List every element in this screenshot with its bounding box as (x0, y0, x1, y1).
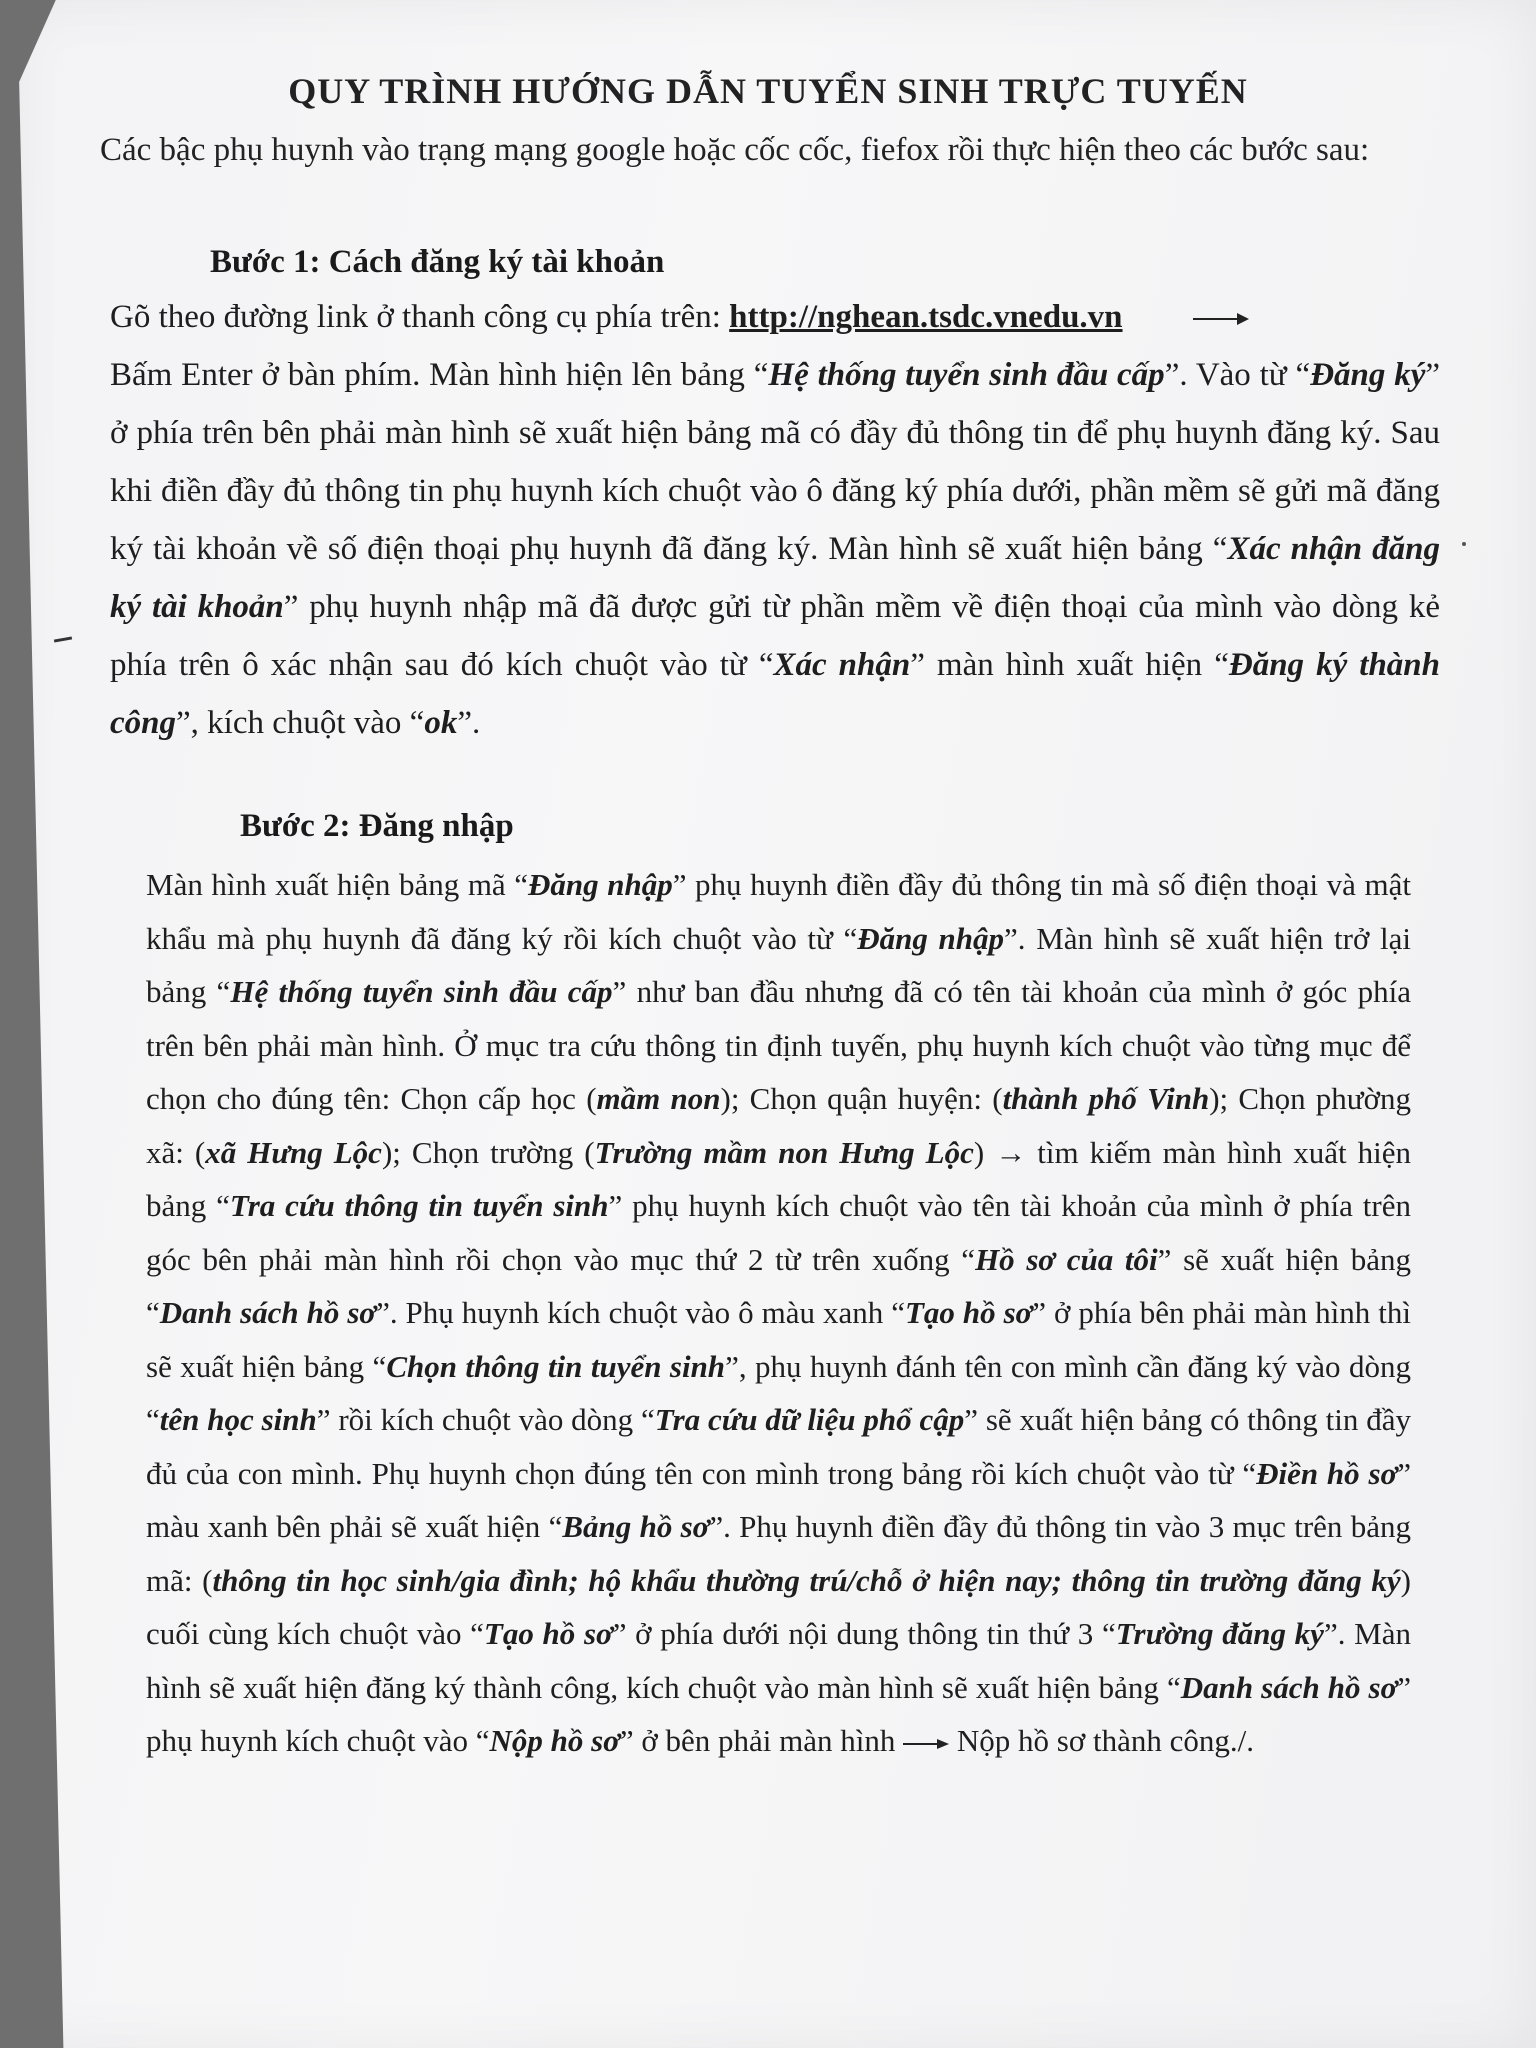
emphasis-text: Đăng nhập (857, 920, 1005, 956)
emphasis-text: thành phố Vinh (1002, 1081, 1210, 1116)
pen-dot (1462, 542, 1466, 546)
emphasis-text: Tạo hồ sơ (483, 1616, 613, 1651)
step2-text: ” phụ huynh kích chuột vào “ (146, 1669, 1411, 1758)
emphasis-text: mầm non (596, 1081, 721, 1116)
step2-text: Nộp hồ sơ thành công./. (949, 1723, 1254, 1758)
emphasis-text: Đăng ký thành công (110, 647, 1441, 741)
step2-text: Màn hình xuất hiện bảng mã “ (146, 867, 529, 902)
emphasis-text: Danh sách hồ sơ (1180, 1669, 1398, 1705)
arrow-right-icon (903, 1723, 949, 1758)
emphasis-text: Xác nhận (773, 647, 911, 683)
step2-text: ” sẽ xuất hiện bảng có thông tin đầy đủ của con mình. Phụ huynh chọn đúng tên con mình trong bảng rồi kích chuột vào từ “ (146, 1402, 1411, 1491)
step1-text: Bấm Enter ở bàn phím. Màn hình hiện lên bảng “ (110, 357, 769, 393)
intro-paragraph: Các bậc phụ huynh vào trạng mạng google hoặc cốc cốc, fiefox rồi thực hiện theo các bước sau: (100, 132, 1370, 168)
step1-text: ” ở phía trên bên phải màn hình sẽ xuất hiện bảng mã có đầy đủ thông tin để phụ huynh đăng ký. Sau khi điền đầy đủ thông tin phụ huynh kích chuột vào ô đăng ký phía dưới, phần mềm sẽ gửi mã đăng ký tài khoản về số điện thoại phụ huynh đã đăng ký. Màn hình sẽ xuất hiện bảng “ (110, 357, 1441, 567)
step2-paragraph (146, 858, 1411, 1768)
emphasis-text: Điền hồ sơ (1256, 1455, 1398, 1491)
emphasis-text: Tạo hồ sơ (904, 1295, 1033, 1330)
step2-text: ” ở phía bên phải màn hình thì sẽ xuất hiện bảng “ (146, 1295, 1411, 1384)
step2-text: ” phụ huynh điền đầy đủ thông tin mà số điện thoại và mật khẩu mà phụ huynh đã đăng ký rồi kích chuột vào từ “ (146, 867, 1411, 956)
emphasis-text: Chọn thông tin tuyển sinh (386, 1348, 726, 1384)
registration-link[interactable]: http://nghean.tsdc.vnedu.vn (729, 299, 1123, 335)
step1-text: ” phụ huynh nhập mã đã được gửi từ phần mềm về điện thoại của mình vào dòng kẻ phía trên ô xác nhận sau đó kích chuột vào từ “ (110, 589, 1440, 683)
emphasis-text: Nộp hồ sơ (489, 1723, 620, 1758)
step1-text: ” màn hình xuất hiện “ (910, 647, 1229, 683)
emphasis-text: Hệ thống tuyển sinh đầu cấp (768, 357, 1165, 393)
emphasis-text: Danh sách hồ sơ (159, 1295, 377, 1330)
step1-text: Gõ theo đường link ở thanh công cụ phía trên: (110, 299, 730, 335)
emphasis-text: Xác nhận đăng ký tài khoản (110, 531, 1440, 625)
emphasis-text: Tra cứu dữ liệu phổ cập (654, 1402, 965, 1437)
pen-mark (54, 636, 72, 642)
step2-text: ”, phụ huynh đánh tên con mình cần đăng ký vào dòng “ (146, 1348, 1411, 1437)
step2-text: ”. Màn hình sẽ xuất hiện trở lại bảng “ (146, 920, 1412, 1009)
step2-text: ” ở phía dưới nội dung thông tin thứ 3 “ (612, 1616, 1116, 1651)
step2-heading: Bước 2: Đăng nhập (240, 808, 514, 844)
emphasis-text: Trường mầm non Hưng Lộc (594, 1134, 974, 1170)
step2-text: ” rồi kích chuột vào dòng “ (316, 1402, 655, 1437)
emphasis-text: Đăng ký (1310, 357, 1426, 393)
document-title: QUY TRÌNH HƯỚNG DẪN TUYỂN SINH TRỰC TUYẾN (288, 71, 1248, 111)
step2-text: ” ở bên phải màn hình (619, 1723, 904, 1758)
step2-text: ); Chọn quận huyện: ( (720, 1081, 1003, 1116)
step2-text: ”. Màn hình sẽ xuất hiện đăng ký thành công, kích chuột vào màn hình sẽ xuất hiện bảng “ (146, 1616, 1411, 1705)
emphasis-text: Bảng hồ sơ (562, 1509, 710, 1544)
step2-text: ” như ban đầu nhưng đã có tên tài khoản của mình ở góc phía trên bên phải màn hình. Ở mục tra cứu thông tin định tuyến, phụ huynh kích chuột vào từng mục để chọn cho đúng tên: Chọn cấp học ( (146, 974, 1411, 1116)
arrow-right-icon (1193, 288, 1249, 346)
step1-text: ”, kích chuột vào “ (176, 705, 425, 741)
step2-text: ”. Phụ huynh điền đầy đủ thông tin vào 3 mục trên bảng mã: ( (146, 1509, 1411, 1598)
emphasis-text: thông tin học sinh/gia đình; hộ khẩu thường trú/chỗ ở hiện nay; thông tin trường đăng ký (212, 1562, 1401, 1598)
step1-text: ”. Vào từ “ (1164, 357, 1311, 393)
step2-text: ) cuối cùng kích chuột vào “ (146, 1562, 1411, 1651)
emphasis-text: tên học sinh (159, 1402, 317, 1437)
step2-text: ” sẽ xuất hiện bảng “ (146, 1241, 1411, 1330)
emphasis-text: Đăng nhập (528, 867, 673, 902)
step1-heading: Bước 1: Cách đăng ký tài khoản (210, 244, 665, 280)
step2-text: ” phụ huynh kích chuột vào tên tài khoản của mình ở phía trên góc bên phải màn hình rồi chọn vào mục thứ 2 từ trên xuống “ (146, 1188, 1411, 1277)
emphasis-text: Hồ sơ của tôi (975, 1241, 1158, 1277)
step1-paragraph (110, 288, 1440, 752)
emphasis-text: Trường đăng ký (1115, 1616, 1324, 1651)
emphasis-text: Tra cứu thông tin tuyển sinh (229, 1188, 609, 1223)
step2-text: ); Chọn trường ( (381, 1134, 595, 1170)
step2-text: ); Chọn phường xã: ( (146, 1081, 1412, 1170)
step2-text: ” màu xanh bên phải sẽ xuất hiện “ (146, 1455, 1411, 1544)
step2-text: ”. Phụ huynh kích chuột vào ô màu xanh “ (376, 1295, 905, 1330)
emphasis-text: xã Hưng Lộc (205, 1134, 382, 1170)
step1-text: ”. (457, 705, 481, 741)
emphasis-text: ok (424, 705, 458, 741)
step2-text: ) → tìm kiếm màn hình xuất hiện bảng “ (146, 1134, 1411, 1223)
emphasis-text: Hệ thống tuyển sinh đầu cấp (230, 974, 613, 1009)
